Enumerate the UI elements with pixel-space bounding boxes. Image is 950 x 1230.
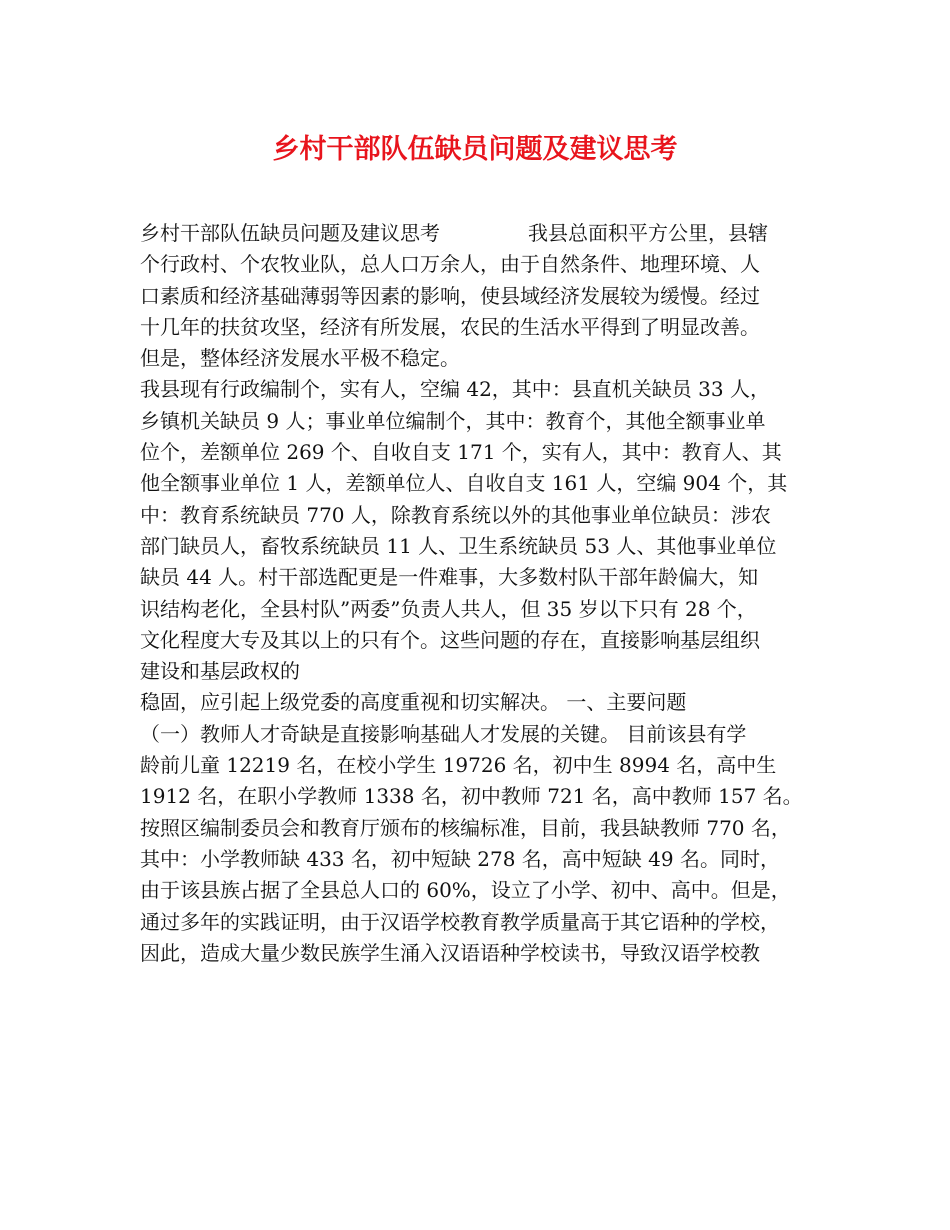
body-line: 1912 名，在职小学教师 1338 名，初中教师 721 名，高中教师 157 名。: [140, 784, 803, 809]
body-line: 部门缺员人，畜牧系统缺员 11 人、卫生系统缺员 53 人、其他事业单位: [140, 533, 777, 558]
body-line-rest: 我县总面积平方公里，县辖: [528, 221, 768, 245]
body-line: 个行政村、个农牧业队，总人口万余人，由于自然条件、地理环境、人: [140, 252, 760, 277]
body-line: 识结构老化，全县村队”两委”负责人共人，但 35 岁以下只有 28 个，: [140, 596, 757, 621]
body-line: 通过多年的实践证明，由于汉语学校教育教学质量高于其它语种的学校，: [140, 909, 780, 934]
body-line: 我县现有行政编制个，实有人，空编 42，其中：县直机关缺员 33 人，: [140, 377, 770, 402]
body-line: 缺员 44 人。村干部选配更是一件难事，大多数村队干部年龄偏大，知: [140, 565, 759, 590]
body-line: 文化程度大专及其以上的只有个。这些问题的存在，直接影响基层组织: [140, 627, 760, 652]
body-line: 按照区编制委员会和教育厅颁布的核编标准，目前，我县缺教师 770 名，: [140, 815, 791, 840]
body-line: 中：教育系统缺员 770 人，除教育系统以外的其他事业单位缺员：涉农: [140, 502, 771, 527]
document-body: [140, 218, 820, 969]
body-line: 乡镇机关缺员 9 人；事业单位编制个，其中：教育个，其他全额事业单: [140, 408, 766, 433]
body-line: 建设和基层政权的: [140, 659, 300, 684]
body-line: 因此，造成大量少数民族学生涌入汉语语种学校读书，导致汉语学校教: [140, 940, 760, 965]
body-line: 由于该县族占据了全县总人口的 60%，设立了小学、初中、高中。但是，: [140, 878, 791, 903]
body-line: 十几年的扶贫攻坚，经济有所发展，农民的生活水平得到了明显改善。: [140, 314, 760, 339]
body-line: 口素质和经济基础薄弱等因素的影响，使县域经济发展较为缓慢。经过: [140, 283, 760, 308]
body-line: 位个，差额单位 269 个、自收自支 171 个，实有人，其中：教育人、其: [140, 440, 782, 465]
body-line: 他全额事业单位 1 人，差额单位人、自收自支 161 人，空编 904 个，其: [140, 471, 788, 496]
body-line: （一）教师人才奇缺是直接影响基础人才发展的关键。 目前该县有学: [140, 721, 747, 746]
body-line: 稳固，应引起上级党委的高度重视和切实解决。 一、主要问题: [140, 690, 687, 715]
body-line-lead: 乡村干部队伍缺员问题及建议思考: [140, 221, 440, 245]
document-title: 乡村干部队伍缺员问题及建议思考: [272, 134, 678, 165]
body-line: 龄前儿童 12219 名，在校小学生 19726 名，初中生 8994 名，高中生: [140, 753, 777, 778]
body-line: 但是，整体经济发展水平极不稳定。: [140, 346, 460, 371]
body-line: 其中：小学教师缺 433 名，初中短缺 278 名，高中短缺 49 名。同时，: [140, 846, 780, 871]
body-line: [140, 218, 820, 249]
